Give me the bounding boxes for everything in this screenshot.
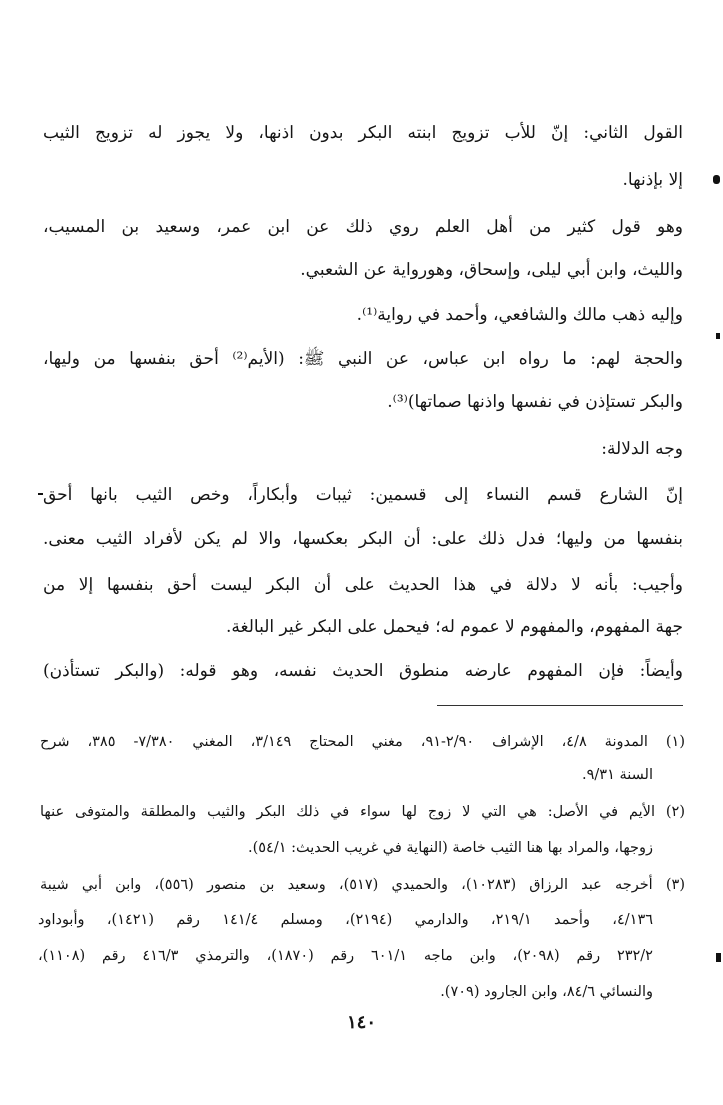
body-line-8: وجه الدلالة: xyxy=(601,439,683,459)
footnote-1-line-2: السنة ٩/٣١. xyxy=(582,767,653,783)
page-number: ١٤٠ xyxy=(346,1012,376,1033)
scan-mark-right-2 xyxy=(716,333,720,339)
footnote-2-line-1: (٢) الأيم في الأصل: هي التي لا زوج لها سواء في ذلك البكر والثيب والمطلقة والمتوفى عنها xyxy=(40,804,685,820)
body-line-7: والبكر تستإذن في نفسها واذنها صماتها)⁽³⁾. xyxy=(387,392,683,412)
body-line-4: والليث، وابن أبي ليلى، وإسحاق، وهورواية عن الشعبي. xyxy=(300,260,683,280)
body-line-1: القول الثاني: إنّ للأب تزويج ابنته البكر بدون اذنها، ولا يجوز له تزويج الثيب xyxy=(43,123,683,143)
footnote-3-line-4: والنسائي ٨٤/٦، وابن الجارود (٧٠٩). xyxy=(440,984,653,1000)
body-line-2: إلا بإذنها. xyxy=(622,170,683,190)
footnote-separator xyxy=(437,705,683,706)
footnote-1-line-1: (١) المدونة ٤/٨، الإشراف ٢/٩٠-٩١، مغني المحتاج ٣/١٤٩، المغني ٧/٣٨٠- ٣٨٥، شرح xyxy=(40,734,685,750)
footnote-3-line-3: ٢٣٢/٢ رقم (٢٠٩٨)، وابن ماجه ٦٠١/١ رقم (١٨٧٠)، والترمذي ٤١٦/٣ رقم (١١٠٨)، xyxy=(38,948,653,964)
scan-mark-left-1 xyxy=(38,493,43,495)
body-line-10: بنفسها من وليها؛ فدل ذلك على: أن البكر بعكسها، والا لم يكن لأفراد الثيب معنى. xyxy=(43,529,683,549)
body-line-5: وإليه ذهب مالك والشافعي، وأحمد في رواية⁽¹⁾. xyxy=(356,305,683,325)
body-line-13: وأيضاً: فإن المفهوم عارضه منطوق الحديث نفسه، وهو قوله: (والبكر تستأذن) xyxy=(43,661,683,681)
footnote-3-line-1: (٣) أخرجه عبد الرزاق (١٠٢٨٣)، والحميدي (٥١٧)، وسعيد بن منصور (٥٥٦)، وابن أبي شيبة xyxy=(40,877,685,893)
body-line-12: جهة المفهوم، والمفهوم لا عموم له؛ فيحمل على البكر غير البالغة. xyxy=(226,617,683,637)
footnote-2-line-2: زوجها، والمراد بها هنا الثيب خاصة (النهاية في غريب الحديث: ٥٤/١). xyxy=(247,840,653,856)
body-line-11: وأجيب: بأنه لا دلالة في هذا الحديث على أن البكر ليست أحق بنفسها إلا من xyxy=(43,575,683,595)
body-line-6: والحجة لهم: ما رواه ابن عباس، عن النبي ﷺ: (الأيم⁽²⁾ أحق بنفسها من وليها، xyxy=(43,349,683,369)
scan-mark-right-1 xyxy=(713,175,720,184)
body-line-3: وهو قول كثير من أهل العلم روي ذلك عن ابن عمر، وسعيد بن المسيب، xyxy=(43,217,683,237)
footnote-3-line-2: ٤/١٣٦، وأحمد ٢١٩/١، والدارمي (٢١٩٤)، ومسلم ١٤١/٤ رقم (١٤٢١)، وأبوداود xyxy=(38,912,653,928)
body-line-9: إنّ الشارع قسم النساء إلى قسمين: ثيبات وأبكاراً، وخص الثيب بانها أحق xyxy=(43,485,683,505)
scan-mark-right-3 xyxy=(716,953,721,962)
